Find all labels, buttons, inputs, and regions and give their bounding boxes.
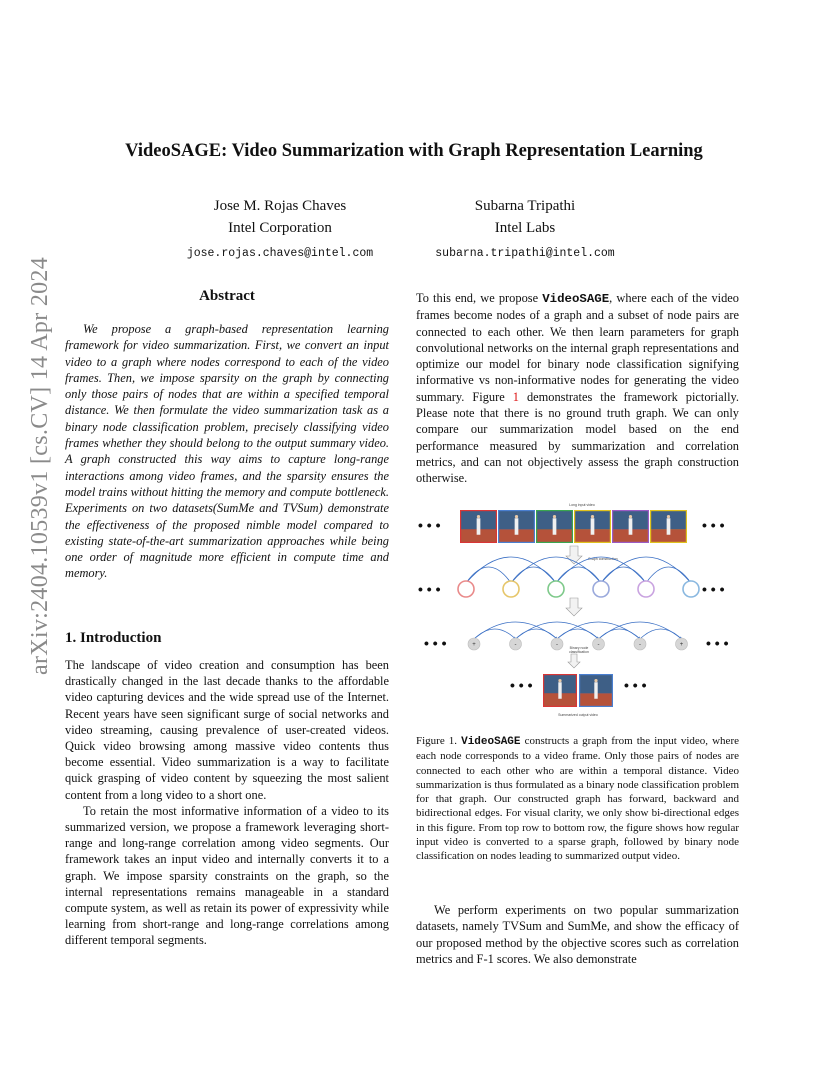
method-name: VideoSAGE — [542, 292, 610, 306]
paper-title: VideoSAGE: Video Summarization with Graph Representation Learning — [125, 141, 703, 161]
ellipsis-left-row3: • • • — [424, 635, 447, 651]
graph-node — [503, 581, 519, 597]
graph-node — [683, 581, 699, 597]
input-frame — [650, 510, 687, 543]
input-frame — [498, 510, 535, 543]
input-frame — [536, 510, 573, 543]
down-arrow-2 — [566, 598, 582, 616]
summarized-video-frames — [543, 674, 613, 707]
label-graph-construction: Graph construction — [588, 557, 618, 561]
graph-nodes — [458, 581, 699, 597]
abstract-text — [65, 321, 389, 582]
graph-edges — [466, 557, 691, 583]
right-column-top-text — [416, 290, 739, 487]
label-binary-node: Binary node — [569, 646, 589, 650]
label-classification: classification — [569, 650, 589, 654]
method-name: VideoSAGE — [461, 736, 521, 748]
figure-1-diagram — [416, 498, 739, 722]
node-label: + — [679, 642, 684, 649]
figure-1 — [416, 498, 739, 722]
author-block-2 — [420, 195, 630, 265]
node-label: - — [639, 642, 641, 649]
graph-edge — [556, 567, 601, 583]
intro-paragraph-1: The landscape of video creation and consumption has been drastically changed in the last decade thanks to the affordable video capturing devices and the wide spread use of the Internet. Recent years have seen significant surge of social networks and video streaming, causing prevalence of user-created videos. Quick video browsing among massive video contents thus become essential. Video summarization is a way to facilitate quick grasping of video content by squeezing the most salient content from a long video to a short one. — [65, 658, 389, 802]
graph-node — [638, 581, 654, 597]
ellipsis-right-row1: • • • — [702, 517, 725, 533]
experiments-paragraph: We perform experiments on two popular summarization datasets, namely TVSum and SumMe, and show the efficacy of our proposed method by the objective scores such as correlation metrics and F-1 scores. We also demonstrate — [416, 903, 739, 966]
node-label: - — [597, 642, 600, 649]
summary-frame — [543, 674, 577, 707]
graph-edge — [511, 567, 556, 583]
classification-edge — [640, 629, 682, 639]
author-affiliation: Intel Labs — [494, 220, 556, 236]
label-summarized-output-video: Summarized output video — [558, 713, 598, 717]
input-video-frames — [460, 510, 687, 543]
node-label: - — [514, 642, 517, 649]
author-block-1 — [175, 195, 385, 265]
caption-paragraph: Figure 1. VideoSAGE constructs a graph from the input video, where each node corresponds to a video frame. Only those pairs of nodes are connected to each other who are within a temporal distance. Video summarization is thus formulated as a binary node classification problem for that graph. Our constructed graph has forward, backward and bidirectional edges. For visual clarity, we only show bi-directional edges in this figure. From top row to bottom row, the figure shows how regular input video is converted to a sparse graph, followed by binary node classification on nodes leading to summarized output video. — [416, 735, 739, 863]
ellipsis-right-row2: • • • — [702, 581, 725, 597]
node-label: + — [472, 642, 476, 649]
ellipsis-left-row4: • • • — [510, 677, 533, 693]
right-column-bottom-text — [416, 902, 739, 967]
section-heading-introduction: 1. Introduction — [65, 630, 162, 646]
ellipsis-right-row3: • • • — [706, 635, 729, 651]
author-name: Jose M. Rojas Chaves — [213, 198, 347, 214]
proposal-paragraph: To this end, we propose VideoSAGE, where each of the video frames become nodes of a graph and a subset of node pairs are connected to each other. We then learn parameters for graph convolutional networks on the internal graph representations and optimize our model for binary node classification signifying informative vs non-informative nodes for generating the video summary. Figure 1 demonstrates the framework pictorially. Please note that there is no ground truth graph. We can only compare our summarization model based on the end performance measured by summarization and correlation metrics, and can not objectively assess the graph construction otherwise. — [416, 291, 740, 486]
abstract-heading: Abstract — [199, 288, 255, 304]
input-frame — [612, 510, 649, 543]
intro-paragraph-2: To retain the most informative information of a video to its summarized version, we propose a framework leveraging short-range and long-range correlation among video segments. Our framework takes an input video and internally converts it to a graph. We impose sparsity constraints on the graph, so the internal representations remains manageable in a standard compute system, as well as retain its power of expressivity while learning from short-range and long-range correlations among different temporal segments. — [65, 803, 389, 948]
input-frame — [460, 510, 497, 543]
author-email[interactable]: jose.rojas.chaves@intel.com — [186, 247, 374, 260]
author-name: Subarna Tripathi — [474, 198, 576, 214]
graph-node — [458, 581, 474, 597]
graph-edge — [466, 567, 511, 583]
abstract-paragraph: We propose a graph-based representation learning framework for video summarization. First, we convert an input video to a graph where nodes correspond to each of the video frames. Then, we impose sparsity on the graph by connecting only those pairs of nodes that are within a specified temporal distance. We then formulate the video summarization task as a binary node classification problem, precisely classifying video frames whether they should belong to the output summary video. A graph constructed this way aims to capture long-range interactions among video frames, and the sparsity ensures the model trains without hitting the memory and compute bottleneck. Experiments on two datasets(SumMe and TVSum) demonstrate the effectiveness of the proposed nimble model compared to existing state-of-the-art summarization approaches while being one order of magnitude more efficient in compute time and memory. — [65, 322, 389, 581]
ellipsis-left-row1: • • • — [418, 517, 441, 533]
ellipsis-left-row2: • • • — [418, 581, 441, 597]
down-arrow-3 — [568, 654, 580, 668]
author-affiliation: Intel Corporation — [228, 220, 332, 236]
summary-frame — [579, 674, 613, 707]
figure-1-caption — [416, 734, 739, 864]
graph-node — [548, 581, 564, 597]
arxiv-identifier: arXiv:2404.10539v1 [cs.CV] 14 Apr 2024 — [27, 256, 53, 675]
ellipsis-right-row4: • • • — [624, 677, 647, 693]
graph-edge — [601, 567, 646, 583]
label-long-input-video: Long input video — [569, 503, 595, 507]
input-frame — [574, 510, 611, 543]
graph-edge — [646, 567, 691, 583]
introduction-text — [65, 657, 389, 949]
graph-node — [593, 581, 609, 597]
author-email[interactable]: subarna.tripathi@intel.com — [435, 247, 615, 260]
figure-reference-link[interactable]: 1 — [512, 389, 519, 404]
classification-edges — [474, 622, 682, 639]
node-label: - — [556, 642, 558, 649]
